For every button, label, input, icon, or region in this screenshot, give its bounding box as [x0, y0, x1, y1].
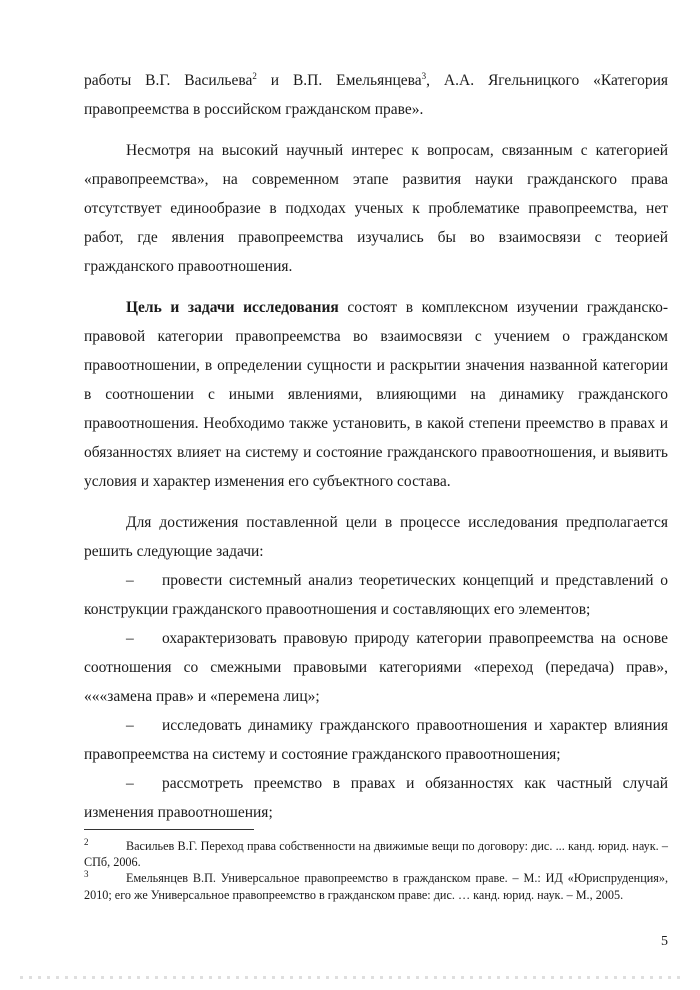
body-text [84, 66, 668, 827]
text-run: работы В.Г. Васильева [84, 72, 253, 89]
page-number: 5 [661, 934, 668, 949]
dash-marker: – [126, 775, 134, 792]
footnote-3 [84, 870, 668, 902]
task-item [84, 624, 668, 711]
scan-artifact [20, 976, 680, 979]
task-text: охарактеризовать правовую природу категории правопреемства на основе соотношения со смежными правовыми категориями «переход (передача) прав», «««замена прав» и «перемена лиц»; [84, 630, 668, 705]
dash-marker: – [126, 630, 134, 647]
text-run: состоят в комплексном изучении гражданско-правовой категории правопреемства во взаимосвязи с учением о гражданском правоотношении, в определении сущности и раскрытии значения названной категории в соотношении с иными явлениями, влияющими на динамику гражданского правоотношения. Необходимо также установить, в какой степени преемство в правах и обязанностях влияет на систему и состояние гражданского правоотношения, и выявить условия и характер изменения его субъектного состава. [84, 299, 668, 490]
footnote-text: Васильев В.Г. Переход права собственности на движимые вещи по договору: дис. ... канд. юрид. наук. – СПб, 2006. [84, 839, 668, 870]
goals-heading: Цель и задачи исследования [126, 299, 339, 316]
task-text: провести системный анализ теоретических концепций и представлений о конструкции гражданского правоотношения и составляющих его элементов; [84, 572, 668, 618]
footnote-number [84, 838, 126, 854]
paragraph-continuation [84, 66, 668, 124]
footnote-number [84, 870, 126, 886]
task-item [84, 769, 668, 827]
footnote-mark: 3 [84, 869, 89, 880]
paragraph-interest: Несмотря на высокий научный интерес к вопросам, связанным с категорией «правопреемства», на современном этапе развития науки гражданского права отсутствует единообразие в подходах ученых к проблематике правопреемства, нет работ, где явления правопреемства изучались бы во взаимосвязи с теорией гражданского правоотношения. [84, 142, 668, 275]
footnote-2 [84, 838, 668, 870]
task-text: рассмотреть преемство в правах и обязанностях как частный случай изменения правоотношения; [84, 775, 668, 821]
footnote-text: Емельянцев В.П. Универсальное правопреемство в гражданском праве. – М.: ИД «Юриспруденция», 2010; его же Универсальное правопреемство в гражданском праве: дис. … канд. юрид. наук. – М., 2005. [84, 871, 668, 902]
footnote-ref-2[interactable]: 2 [252, 70, 257, 81]
task-item [84, 711, 668, 769]
text-run: , А.А. Ягельницкого «Категория правопреемства в российском гражданском праве». [84, 72, 669, 118]
footnote-ref-3[interactable]: 3 [421, 70, 427, 81]
dash-marker: – [126, 572, 134, 589]
footnote-mark: 2 [84, 836, 89, 847]
footnotes [84, 838, 668, 903]
paragraph-tasks-intro: Для достижения поставленной цели в процессе исследования предполагается решить следующие задачи: [84, 514, 668, 560]
text-run: и В.П. Емельянцева [256, 72, 422, 89]
dash-marker: – [126, 717, 134, 734]
task-text: исследовать динамику гражданского правоотношения и характер влияния правопреемства на систему и состояние гражданского правоотношения; [84, 717, 668, 763]
task-item [84, 566, 668, 624]
paragraph-goals [84, 293, 668, 496]
footnote-separator [84, 829, 254, 830]
